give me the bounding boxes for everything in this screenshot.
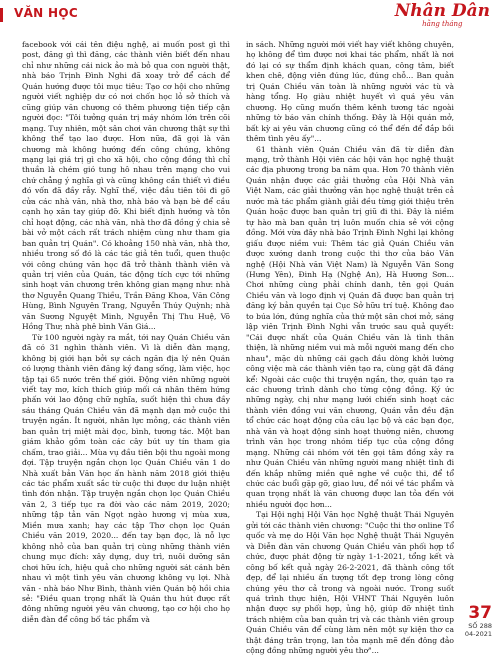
masthead-logo [395,3,490,29]
paragraph: facebook với cái tên điệu nghệ, ai muốn post gì thì post, đăng gì thì đăng, các thành viên biết đến nhau chỉ như những cái nick ảo mà bỏ qua con người thật, nhà báo Trịnh Đình Nghi đã xoay trở để cách để Quán hướng được tôi mục tiêu: Tạo cơ hội cho những người viết nghiệp dư có nơi chốn học lỏ sở thích và cũng giúp văn chương có thêm phương tiện tiếp cận người đọc: "Tôi tưởng quán trị máy nhóm lớn trên cõi mạng. Tuy nhiên, một sân chơi văn chương thật sự thì không thể tạo lao được. Hơn nữa, đã gọi là văn chương mà không hướng đến công chúng, không mạng lại giá trị gì cho xã hội, cho cộng đồng thì chỉ thuần là chém gió tung hô nhau trên mạng cho vui chứ chẳng ý nghĩa gì và cũng không cần thiết vì điều đó vốn đã đầy rẫy. Nghĩ thế, việc đầu tiên tôi đi gõ cửa các nhà văn, nhà thơ, nhà báo và bạn bè để cầu cạnh họ xăn tay giúp đỡ. Khi biết định hướng và tôn chỉ hoạt động, các nhà văn, nhà thơ đã đồng ý chia sẻ bài vở một cách rất trách nhiệm cùng như tham gia ban quản trị Quán". Có khoảng 150 nhà văn, nhà thơ, nhiều trong số đó là các tác giả tên tuổi, quen thuộc với công chúng văn học đã trở thành thành viên và quản trị viên của Quán, tác động tích cực tới những sinh hoạt văn chương trên không gian mạng như: nhà thơ Nguyễn Quang Thiều, Trần Đăng Khoa, Văn Công Hùng, Bình Nguyên Trang, Nguyễn Thúy Quỳnh; nhà văn Sương Nguyệt Minh, Nguyễn Thị Thu Huệ, Võ Hồng Thư; nhà phê bình Văn Giá... [22,40,230,332]
logo-main-text: Nhân Dân [394,1,490,21]
section-marker [0,8,3,22]
paragraph: 61 thành viên Quán Chiều văn đã từ diễn đàn mạng, trở thành Hội viên các hội văn học nghệ thuật các địa phương trong ba năm qua. Hơn 70 thành viên Quán nhận được các giải thưởng của Hội Nhà văn Việt Nam, các giải thưởng văn học nghệ thuật trên cả nước mà tác phẩm giành giải đều từng giới thiệu trên Quán hoặc được ban quản trị giũ đi thi. Đây là niềm tự hào mà ban quản trị luôn muốn chia sẻ với cộng đồng. Mới vừa đây nhà báo Trịnh Đình Nghi lại không giấu được niềm vui: Thêm tác giả Quán Chiều văn được xướng danh trong cuộc thi thơ của báo Văn nghệ (Hội Nhà văn Việt Nam) là Nguyễn Văn Song (Hưng Yên), Đinh Hạ (Nghệ An), Hà Hương Sơn... Chơi những cùng phải chính danh, tên gọi Quán Chiều văn và logo định vị Quán đã được ban quản trị đăng ký bản quyền tại Cục Sở hữu trí tuệ. Không đao to búa lớn, đúng nghĩa của thứ một sân chơi mở, sáng lập viên Trịnh Đình Nghi vẫn trước sau quả quyết: "Cái được nhất của Quán Chiều văn là tình thân thiện, là những niềm vui mà mỗi người mang đến cho nhau", mặc dù những cái gạch đầu dòng khởi lường công việc mà các thành viên tạo ra, cùng gặt đã đáng kể: Ngoài các cuộc thi truyện ngắn, thơ, quán tạo ra các chương trình dành cho từng cộng đồng. Ký ức những ngày, chị như mạng lưới chiến sinh hoạt các thành viên đồng vui văn chương, Quán vẫn đều đặn tổ chức các hoạt động của câu lạc bộ và các bạn đọc, nhà văn và hoạt động sinh hoạt thường niên, chương trình văn học trong nhóm tiếp tục của cộng đồng mạng. Những cái nhóm với tên gọi tâm đồng xảy ra như Quán Chiều văn những người mang nhiệt tình đi đến khắp những miền quê nghe về cuộc thi, để tổ chức các buổi gặp gỡ, giao lưu, để nói về tác phẩm và quan trọng nhất là văn chương được lan tỏa đến với nhiều người đọc hơn... [246,144,454,509]
page-header [0,0,500,38]
article-column-left [22,40,230,622]
section-title: VĂN HỌC [14,6,78,20]
paragraph: in sách. Những người mới viết hay viết không chuyên, họ không để tìm được nơi khai tác phẩm, nhất là nơi đó lại có sự thẩm định khách quan, công tâm, biết khen chê, động viên đúng lúc, đúng chỗ... Ban quản trị Quán Chiều văn toàn là những người vác tù và hàng tổng. Họ giàu nhiệt huyết vì quá yêu văn chương. Họ cũng muốn thêm kênh tương tác ngoài những tờ báo văn chính thống. Đây là Hội quán mở, bất kỳ ai yêu văn chương cũng có thể đến để đắp bồi thêm tình yêu ấy"... [246,40,454,144]
logo-sub-text: hằng tháng [422,20,463,28]
issue-number: SỐ 288 [468,622,492,630]
page-footer [465,604,492,638]
issue-date: 04-2021 [464,630,492,638]
paragraph: Từ 100 người ngày ra mắt, tới nay Quán Chiều văn đã có 31 nghìn thành viên. Vì là diễn đàn mạng, không bị giới hạn bởi sự cách ngăn địa lý nên Quán có lượng thành viên đăng ký đang sống, làm việc, học tập tại 65 nước trên thế giới. Động viên những người viết tay mơ, kích thích giúp mối cá nhân thêm hứng phấn với lao động chữ nghĩa, suốt hiện thì chưa đầy sáu tháng Quán Chiều văn đã mạnh dạn mở cuộc thi truyện ngắn. Ít người, nhân lực mỏng, các thành viên ban quản trị miệt mài đọc, bình, tương tác. Một ban giám khảo gồm toàn các cây bút uy tín tham gia chấm, trao giải... Mùa vụ đầu tiên bội thu ngoài mong đợi. Tập truyện ngắn chọn lọc Quán Chiều văn 1 do Nhà xuất bản Văn học ấn hành năm 2018 giới thiệu các tác phẩm xuất sắc từ cuộc thi được dư luận nhiệt tình đón nhận. Tập truyện ngắn chọn lọc Quán Chiều văn 2, 3 tiếp tục ra đời vào các năm 2019, 2020; những tập tản văn Ngọt ngào hương vị mùa xưa, Miền mưa xanh; hay các tập Thơ chọn lọc Quán Chiều văn 2019, 2020... đến tay bạn đọc, là nỗ lực không nhỏ của ban quản trị cùng những thành viên chung mục đích: xây dựng, duy trì, nuôi dưỡng sân chơi hữu ích, hiệu quả cho những người sát cánh bên nhau vì một tình yêu văn chương không vụ lợi. Nhà văn - nhà báo Như Bình, thành viên Quán bộ hồi chia sẻ: "Điều quan trọng nhất là Quán thu hút được rất đông những người yêu văn chương, tạo cơ hội cho họ diễn đàn để công bố tác phẩm và [22,332,230,624]
page-number: 37 [468,603,492,623]
article-column-right [246,40,454,656]
paragraph: Tại Hội nghị Hội Văn học Nghệ thuật Thái Nguyên gửi tới các thành viên chương: "Cuộc thi thơ online Tổ quốc và mẹ do Hội Văn học Nghệ thuật Thái Nguyên và Diễn đàn văn chương Quán Chiều văn phối hợp tổ chức, được phát động từ ngày 1-1-2021, tổng kết và công bố kết quả ngày 26-2-2021, đã thành công tốt đẹp, để lại nhiều ấn tượng tốt đẹp trong lòng công chúng yêu thơ cả trong và ngoài nước. Trong suốt quá trình thực hiện, Hội VHNT Thái Nguyên luôn nhận được sự phối hợp, ủng hộ, giúp đỡ nhiệt tình trách nhiệm của ban quản trị và các thành viên group Quán Chiều văn để cùng làm nên một sự kiện thơ ca thật đáng trân trọng, lan tỏa mạnh mẽ đến đông đảo cộng đồng những người yêu thơ"... [246,510,454,656]
